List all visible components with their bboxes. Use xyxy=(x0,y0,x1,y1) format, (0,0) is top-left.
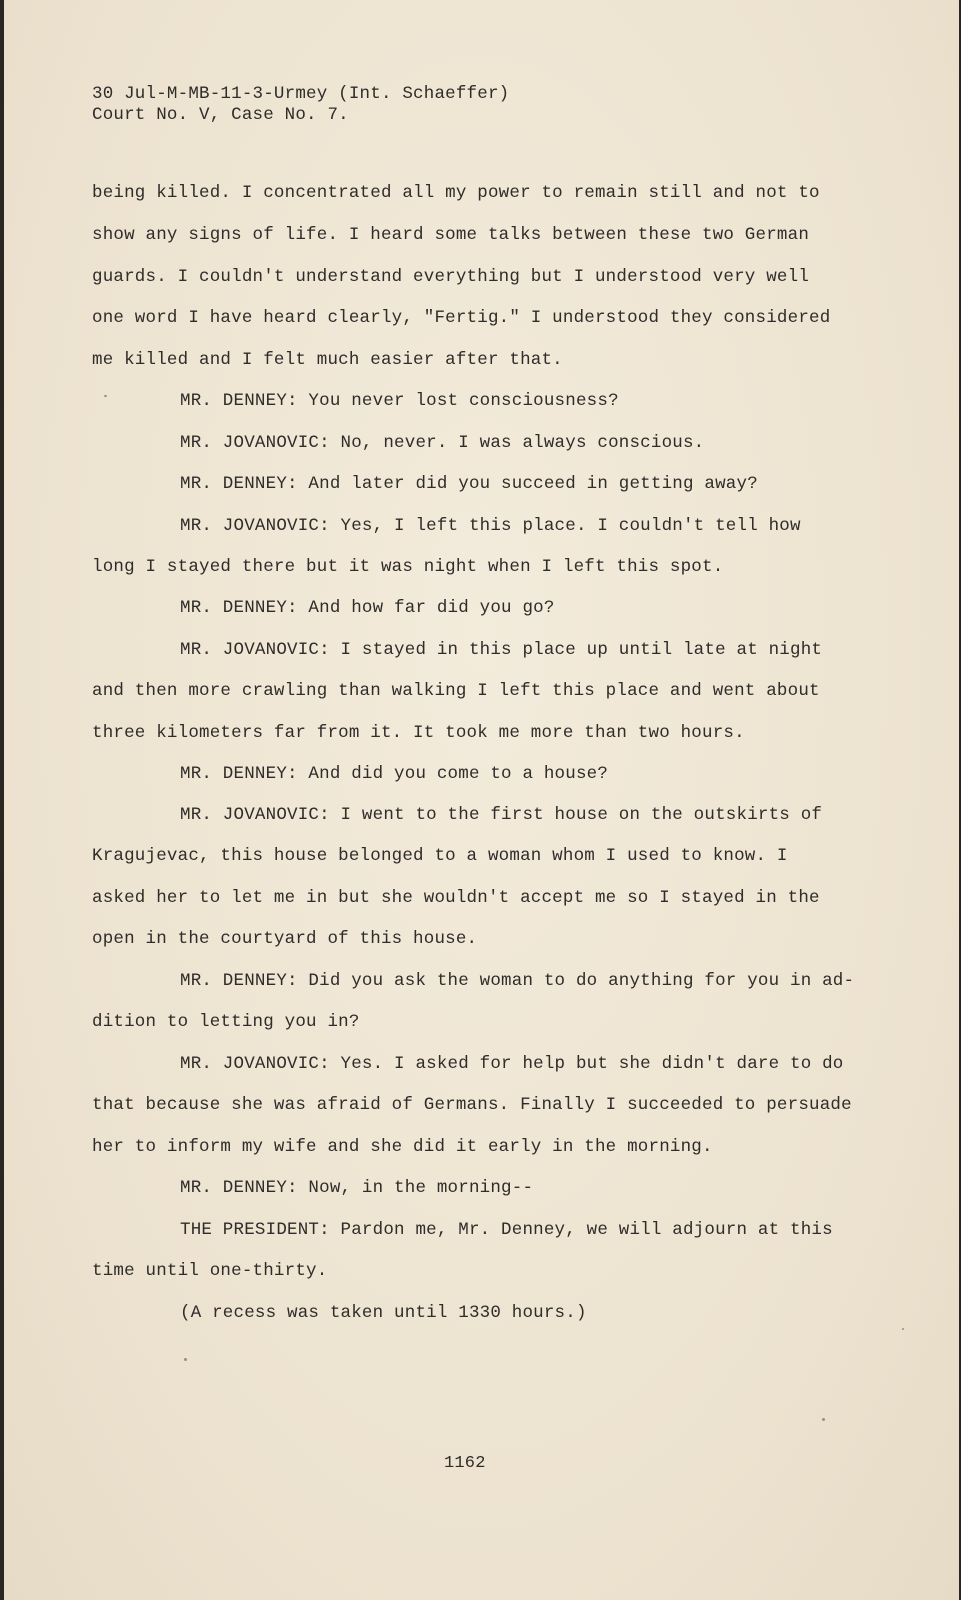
transcript-line: show any signs of life. I heard some talks between these two German xyxy=(92,225,810,245)
transcript-line: her to inform my wife and she did it early in the morning. xyxy=(92,1137,713,1157)
transcript-line: MR. JOVANOVIC: I went to the first house on the outskirts of xyxy=(180,805,823,825)
transcript-line: MR. DENNEY: Now, in the morning-- xyxy=(180,1178,534,1198)
transcript-line: time until one-thirty. xyxy=(92,1261,328,1281)
transcript-line: THE PRESIDENT: Pardon me, Mr. Denney, we will adjourn at this xyxy=(180,1220,833,1240)
paper-speck xyxy=(184,1358,187,1361)
transcript-line: and then more crawling than walking I left this place and went about xyxy=(92,681,820,701)
transcript-line: MR. JOVANOVIC: Yes. I asked for help but she didn't dare to do xyxy=(180,1054,844,1074)
transcript-line: MR. DENNEY: And later did you succeed in getting away? xyxy=(180,474,758,494)
header-court-case: Court No. V, Case No. 7. xyxy=(92,105,349,125)
transcript-line: asked her to let me in but she wouldn't accept me so I stayed in the xyxy=(92,888,820,908)
document-header xyxy=(92,84,509,126)
transcript-line: me killed and I felt much easier after that. xyxy=(92,350,563,370)
transcript-line: MR. DENNEY: You never lost consciousness? xyxy=(180,391,619,411)
transcript-line: Kragujevac, this house belonged to a woman whom I used to know. I xyxy=(92,846,788,866)
transcript-line: MR. DENNEY: Did you ask the woman to do anything for you in ad- xyxy=(180,971,855,991)
transcript-line: MR. JOVANOVIC: I stayed in this place up until late at night xyxy=(180,640,823,660)
page-number: 1162 xyxy=(444,1454,486,1473)
transcript-line: (A recess was taken until 1330 hours.) xyxy=(180,1303,587,1323)
paper-speck xyxy=(822,1418,825,1421)
transcript-line: MR. DENNEY: And how far did you go? xyxy=(180,598,555,618)
transcript-line: being killed. I concentrated all my power to remain still and not to xyxy=(92,183,820,203)
transcript-line: MR. DENNEY: And did you come to a house? xyxy=(180,764,609,784)
paper-speck xyxy=(104,395,107,397)
transcript-line: MR. JOVANOVIC: No, never. I was always conscious. xyxy=(180,433,705,453)
transcript-line: MR. JOVANOVIC: Yes, I left this place. I couldn't tell how xyxy=(180,516,801,536)
document-page xyxy=(4,0,959,1600)
transcript-line: three kilometers far from it. It took me more than two hours. xyxy=(92,723,745,743)
paper-speck xyxy=(902,1328,904,1330)
header-file-reference: 30 Jul-M-MB-11-3-Urmey (Int. Schaeffer) xyxy=(92,84,510,104)
transcript-line: that because she was afraid of Germans. Finally I succeeded to persuade xyxy=(92,1095,852,1115)
transcript-line: open in the courtyard of this house. xyxy=(92,929,478,949)
transcript-line: guards. I couldn't understand everything but I understood very well xyxy=(92,267,810,287)
transcript-line: one word I have heard clearly, "Fertig." I understood they considered xyxy=(92,308,831,328)
transcript-line: long I stayed there but it was night when I left this spot. xyxy=(92,557,724,577)
transcript-line: dition to letting you in? xyxy=(92,1012,360,1032)
